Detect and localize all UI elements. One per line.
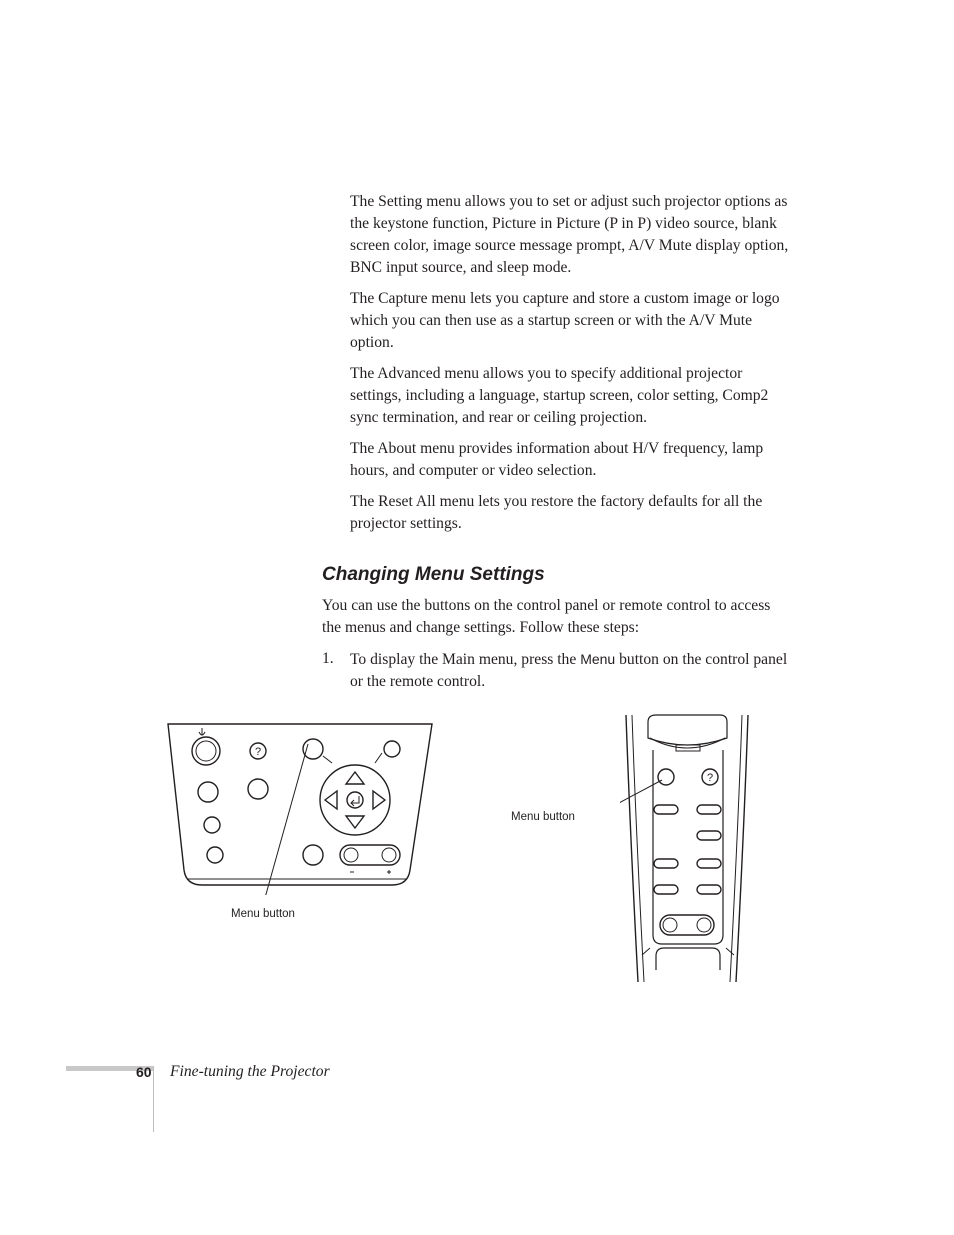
panel-button [303, 845, 323, 865]
footer-rule [153, 1066, 154, 1132]
step-text-after: button on the control panel or the remote control. [350, 651, 788, 690]
paragraph-advanced-menu: The Advanced menu allows you to specify additional projector settings, including a language, startup screen, color setting, Comp2 sync termination, and rear or ceiling projection. [350, 365, 769, 426]
menu-button [303, 739, 323, 759]
arrow-up-icon [346, 772, 364, 784]
remote-button [654, 805, 678, 814]
section-heading: Changing Menu Settings [322, 564, 545, 585]
remote-menu-button [658, 769, 674, 785]
arrow-left-icon [325, 791, 337, 809]
panel-button [248, 779, 268, 799]
directional-pad [320, 765, 390, 835]
help-icon: ? [254, 746, 262, 758]
section-intro: You can use the buttons on the control panel or remote control to access the menus and change settings. Follow these steps: [322, 597, 771, 636]
step-number: 1. [322, 650, 334, 667]
callout-line [263, 744, 308, 895]
remote-rocker-button [660, 915, 714, 935]
paragraph-capture-menu: The Capture menu lets you capture and store a custom image or logo which you can then use as a startup screen or with the A/V Mute option. [350, 290, 780, 351]
control-panel-caption: Menu button [231, 908, 295, 920]
power-button [192, 737, 220, 765]
paragraph-reset-menu: The Reset All menu lets you restore the factory defaults for all the projector settings. [350, 493, 763, 532]
esc-button [384, 741, 400, 757]
menu-keyword: Menu [580, 651, 616, 667]
panel-button [207, 847, 223, 863]
enter-button [347, 792, 363, 808]
remote-top-panel [648, 715, 727, 745]
panel-button [198, 782, 218, 802]
remote-button [697, 885, 721, 894]
paragraph-about-menu: The About menu provides information about H/V frequency, lamp hours, and computer or video selection. [350, 440, 764, 479]
arrow-right-icon [373, 791, 385, 809]
remote-button [697, 805, 721, 814]
remote-control-illustration [620, 710, 755, 985]
panel-button [204, 817, 220, 833]
chapter-title: Fine-tuning the Projector [170, 1063, 330, 1080]
remote-button [654, 885, 678, 894]
step-text [350, 648, 790, 693]
enter-icon [351, 796, 359, 806]
help-icon: ? [706, 772, 714, 784]
control-panel-illustration [160, 715, 440, 895]
remote-button [654, 859, 678, 868]
remote-caption: Menu button [511, 811, 575, 823]
paragraph-setting-menu: The Setting menu allows you to set or adjust such projector options as the keystone function, Picture in Picture (P in P) video source, blank screen color, image source message prompt, A/V Mute display option, BNC input source, and sleep mode. [350, 193, 789, 276]
power-icon [199, 728, 205, 735]
callout-line [620, 780, 662, 820]
remote-body-outline [626, 715, 748, 982]
arrow-down-icon [346, 816, 364, 828]
remote-button [697, 831, 721, 840]
volume-button [340, 845, 400, 865]
step-text-before: To display the Main menu, press the [350, 651, 581, 668]
page-number: 60 [136, 1064, 152, 1080]
remote-button [697, 859, 721, 868]
